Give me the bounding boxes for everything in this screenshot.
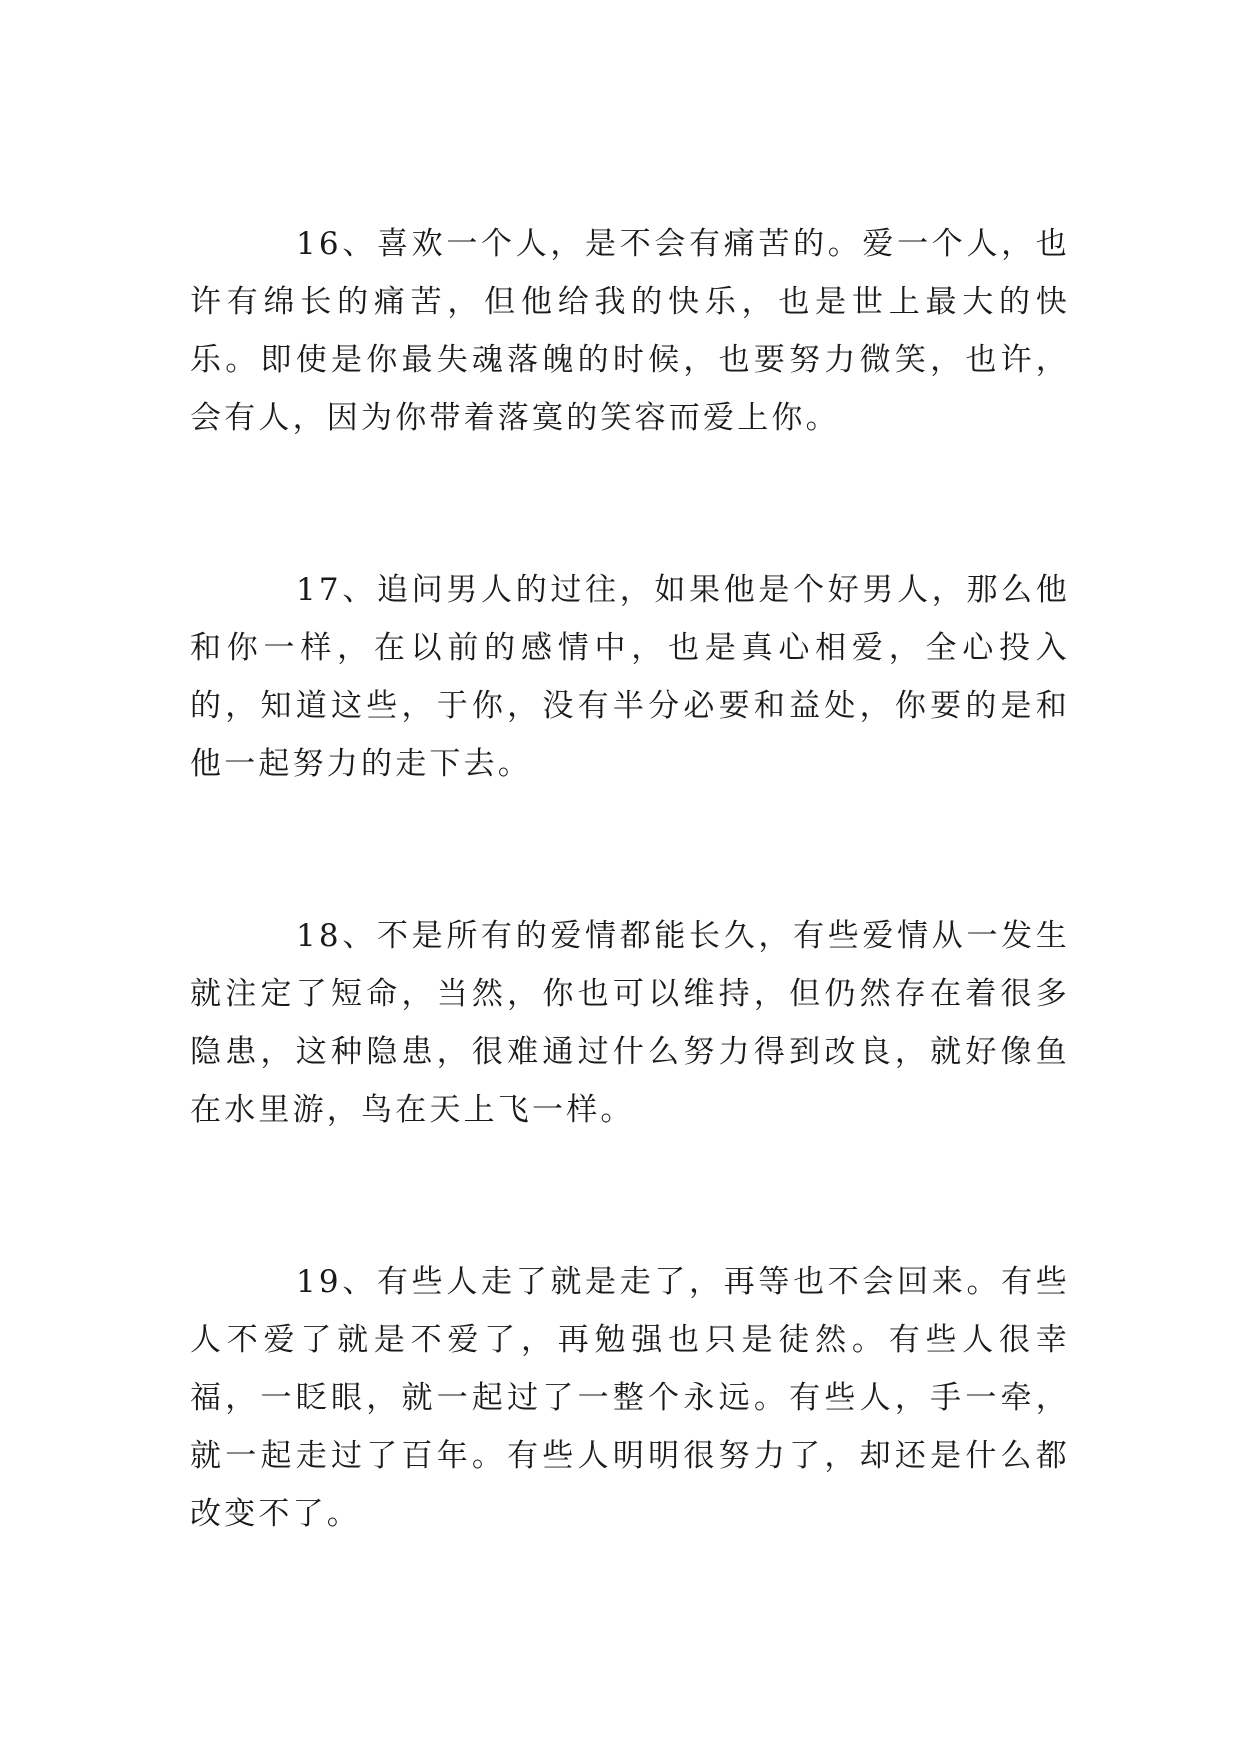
paragraph-17: 17、追问男人的过往，如果他是个好男人，那么他和你一样，在以前的感情中，也是真心相爱，全心投入的，知道这些，于你，没有半分必要和益处，你要的是和他一起努力的走下去。 (190, 572, 1070, 782)
paragraph-18: 18、不是所有的爱情都能长久，有些爱情从一发生就注定了短命，当然，你也可以维持，但仍然存在着很多隐患，这种隐患，很难通过什么努力得到改良，就好像鱼在水里游，鸟在天上飞一样。 (190, 918, 1070, 1128)
paragraph-16: 16、喜欢一个人，是不会有痛苦的。爱一个人，也许有绵长的痛苦，但他给我的快乐，也是世上最大的快乐。即使是你最失魂落魄的时候，也要努力微笑，也许，会有人，因为你带着落寞的笑容而爱上你。 (190, 226, 1070, 436)
paragraph-19: 19、有些人走了就是走了，再等也不会回来。有些人不爱了就是不爱了，再勉强也只是徒然。有些人很幸福，一眨眼，就一起过了一整个永远。有些人，手一牵，就一起走过了百年。有些人明明很努力了，却还是什么都改变不了。 (190, 1264, 1070, 1532)
